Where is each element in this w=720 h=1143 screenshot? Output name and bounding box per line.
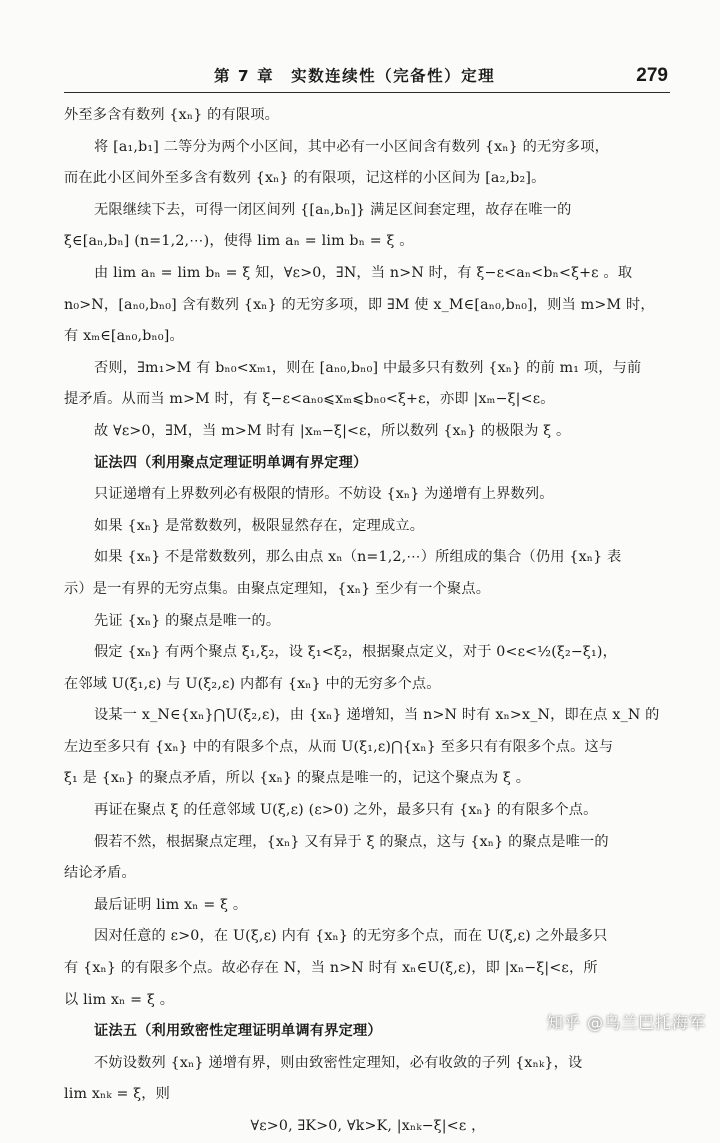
text-line: 左边至多只有 {xₙ} 中的有限多个点，从而 U(ξ₁,ε)⋂{xₙ} 至多只有有限多个点。这与 xyxy=(64,738,614,755)
text-line: 假若不然，根据聚点定理，{xₙ} 又有异于 ξ 的聚点，这与 {xₙ} 的聚点是唯一的 xyxy=(94,833,609,850)
section-heading: 证法四（利用聚点定理证明单调有界定理） xyxy=(94,454,368,471)
text-line: 以 lim xₙ = ξ 。 xyxy=(64,991,175,1008)
text-line: 再证在聚点 ξ 的任意邻域 U(ξ,ε) (ε>0) 之外，最多只有 {xₙ} 的有限多个点。 xyxy=(94,802,598,819)
page-number: 279 xyxy=(636,65,668,86)
text-line: 假定 {xₙ} 有两个聚点 ξ₁,ξ₂，设 ξ₁<ξ₂，根据聚点定义，对于 0<ε<½(ξ₂−ξ₁)， xyxy=(94,644,617,661)
text-line: 有 {xₙ} 的有限多个点。故必存在 N，当 n>N 时有 xₙ∈U(ξ,ε)，即 |xₙ−ξ|<ε，所 xyxy=(64,960,598,977)
text-line: n₀>N，[aₙ₀,bₙ₀] 含有数列 {xₙ} 的无穷多项，即 ∃M 使 x_M∈[aₙ₀,bₙ₀]，则当 m>M 时， xyxy=(64,296,655,313)
text-line: 有 xₘ∈[aₙ₀,bₙ₀]。 xyxy=(64,328,184,345)
page-header xyxy=(64,62,670,93)
section-heading: 证法五（利用致密性定理证明单调有界定理） xyxy=(94,1023,382,1040)
text-line: ξ₁ 是 {xₙ} 的聚点矛盾，所以 {xₙ} 的聚点是唯一的，记这个聚点为 ξ 。 xyxy=(64,770,531,787)
text-line: ξ∈[aₙ,bₙ] (n=1,2,⋯)，使得 lim aₙ = lim bₙ = ξ 。 xyxy=(64,233,414,250)
text-line: 在邻域 U(ξ₁,ε) 与 U(ξ₂,ε) 内都有 {xₙ} 中的无穷多个点。 xyxy=(64,675,441,692)
text-line: 结论矛盾。 xyxy=(64,865,136,882)
text-line: 将 [a₁,b₁] 二等分为两个小区间，其中必有一小区间含有数列 {xₙ} 的无穷多项， xyxy=(94,138,609,155)
text-line: 如果 {xₙ} 是常数数列，极限显然存在，定理成立。 xyxy=(94,517,425,534)
text-line: 设某一 x_N∈{xₙ}⋂U(ξ₂,ε)，由 {xₙ} 递增知，当 n>N 时有 xₙ>x_N，即在点 x_N 的 xyxy=(94,707,660,724)
text-line: 如果 {xₙ} 不是常数数列，那么由点 xₙ（n=1,2,⋯）所组成的集合（仍用 {xₙ} 表 xyxy=(94,549,622,566)
text-line: 不妨设数列 {xₙ} 递增有界，则由致密性定理知，必有收敛的子列 {xₙₖ}，设 xyxy=(94,1054,583,1071)
text-line: 否则，∃m₁>M 有 bₙ₀<xₘ₁，则在 [aₙ₀,bₙ₀] 中最多只有数列 {xₙ} 的前 m₁ 项，与前 xyxy=(94,359,642,376)
watermark: 知乎 @乌兰巴托海军 xyxy=(546,1013,706,1032)
text-line: 最后证明 lim xₙ = ξ 。 xyxy=(94,896,248,913)
chapter-title: 第 7 章 实数连续性（完备性）定理 xyxy=(214,67,496,85)
text-line: 示）是一有界的无穷点集。由聚点定理知，{xₙ} 至少有一个聚点。 xyxy=(64,580,491,597)
text-line: 先证 {xₙ} 的聚点是唯一的。 xyxy=(94,612,281,629)
display-formula: ∀ε>0, ∃K>0, ∀k>K, |xₙₖ−ξ|<ε ， xyxy=(250,1118,486,1134)
text-line: lim xₙₖ = ξ，则 xyxy=(64,1086,171,1103)
page-body xyxy=(64,100,672,1143)
text-line: 因对任意的 ε>0，在 U(ξ,ε) 内有 {xₙ} 的无穷多个点，而在 U(ξ,ε) 之外最多只 xyxy=(94,928,608,945)
text-line: 外至多含有数列 {xₙ} 的有限项。 xyxy=(64,107,280,123)
text-line: 而在此小区间外至多含有数列 {xₙ} 的有限项，记这样的小区间为 [a₂,b₂]。 xyxy=(64,170,546,187)
text-line: 提矛盾。从而当 m>M 时，有 ξ−ε<aₙ₀⩽xₘ⩽bₙ₀<ξ+ε，亦即 |xₘ−ξ|<ε。 xyxy=(64,391,555,408)
text-line: 由 lim aₙ = lim bₙ = ξ 知，∀ε>0，∃N，当 n>N 时，有 ξ−ε<aₙ<bₙ<ξ+ε 。取 xyxy=(94,264,633,281)
text-line: 只证递增有上界数列必有极限的情形。不妨设 {xₙ} 为递增有上界数列。 xyxy=(94,486,554,503)
text-line: 无限继续下去，可得一闭区间列 {[aₙ,bₙ]} 满足区间套定理，故存在唯一的 xyxy=(94,201,572,218)
text-line: 故 ∀ε>0，∃M，当 m>M 时有 |xₘ−ξ|<ε，所以数列 {xₙ} 的极限为 ξ 。 xyxy=(94,422,571,439)
